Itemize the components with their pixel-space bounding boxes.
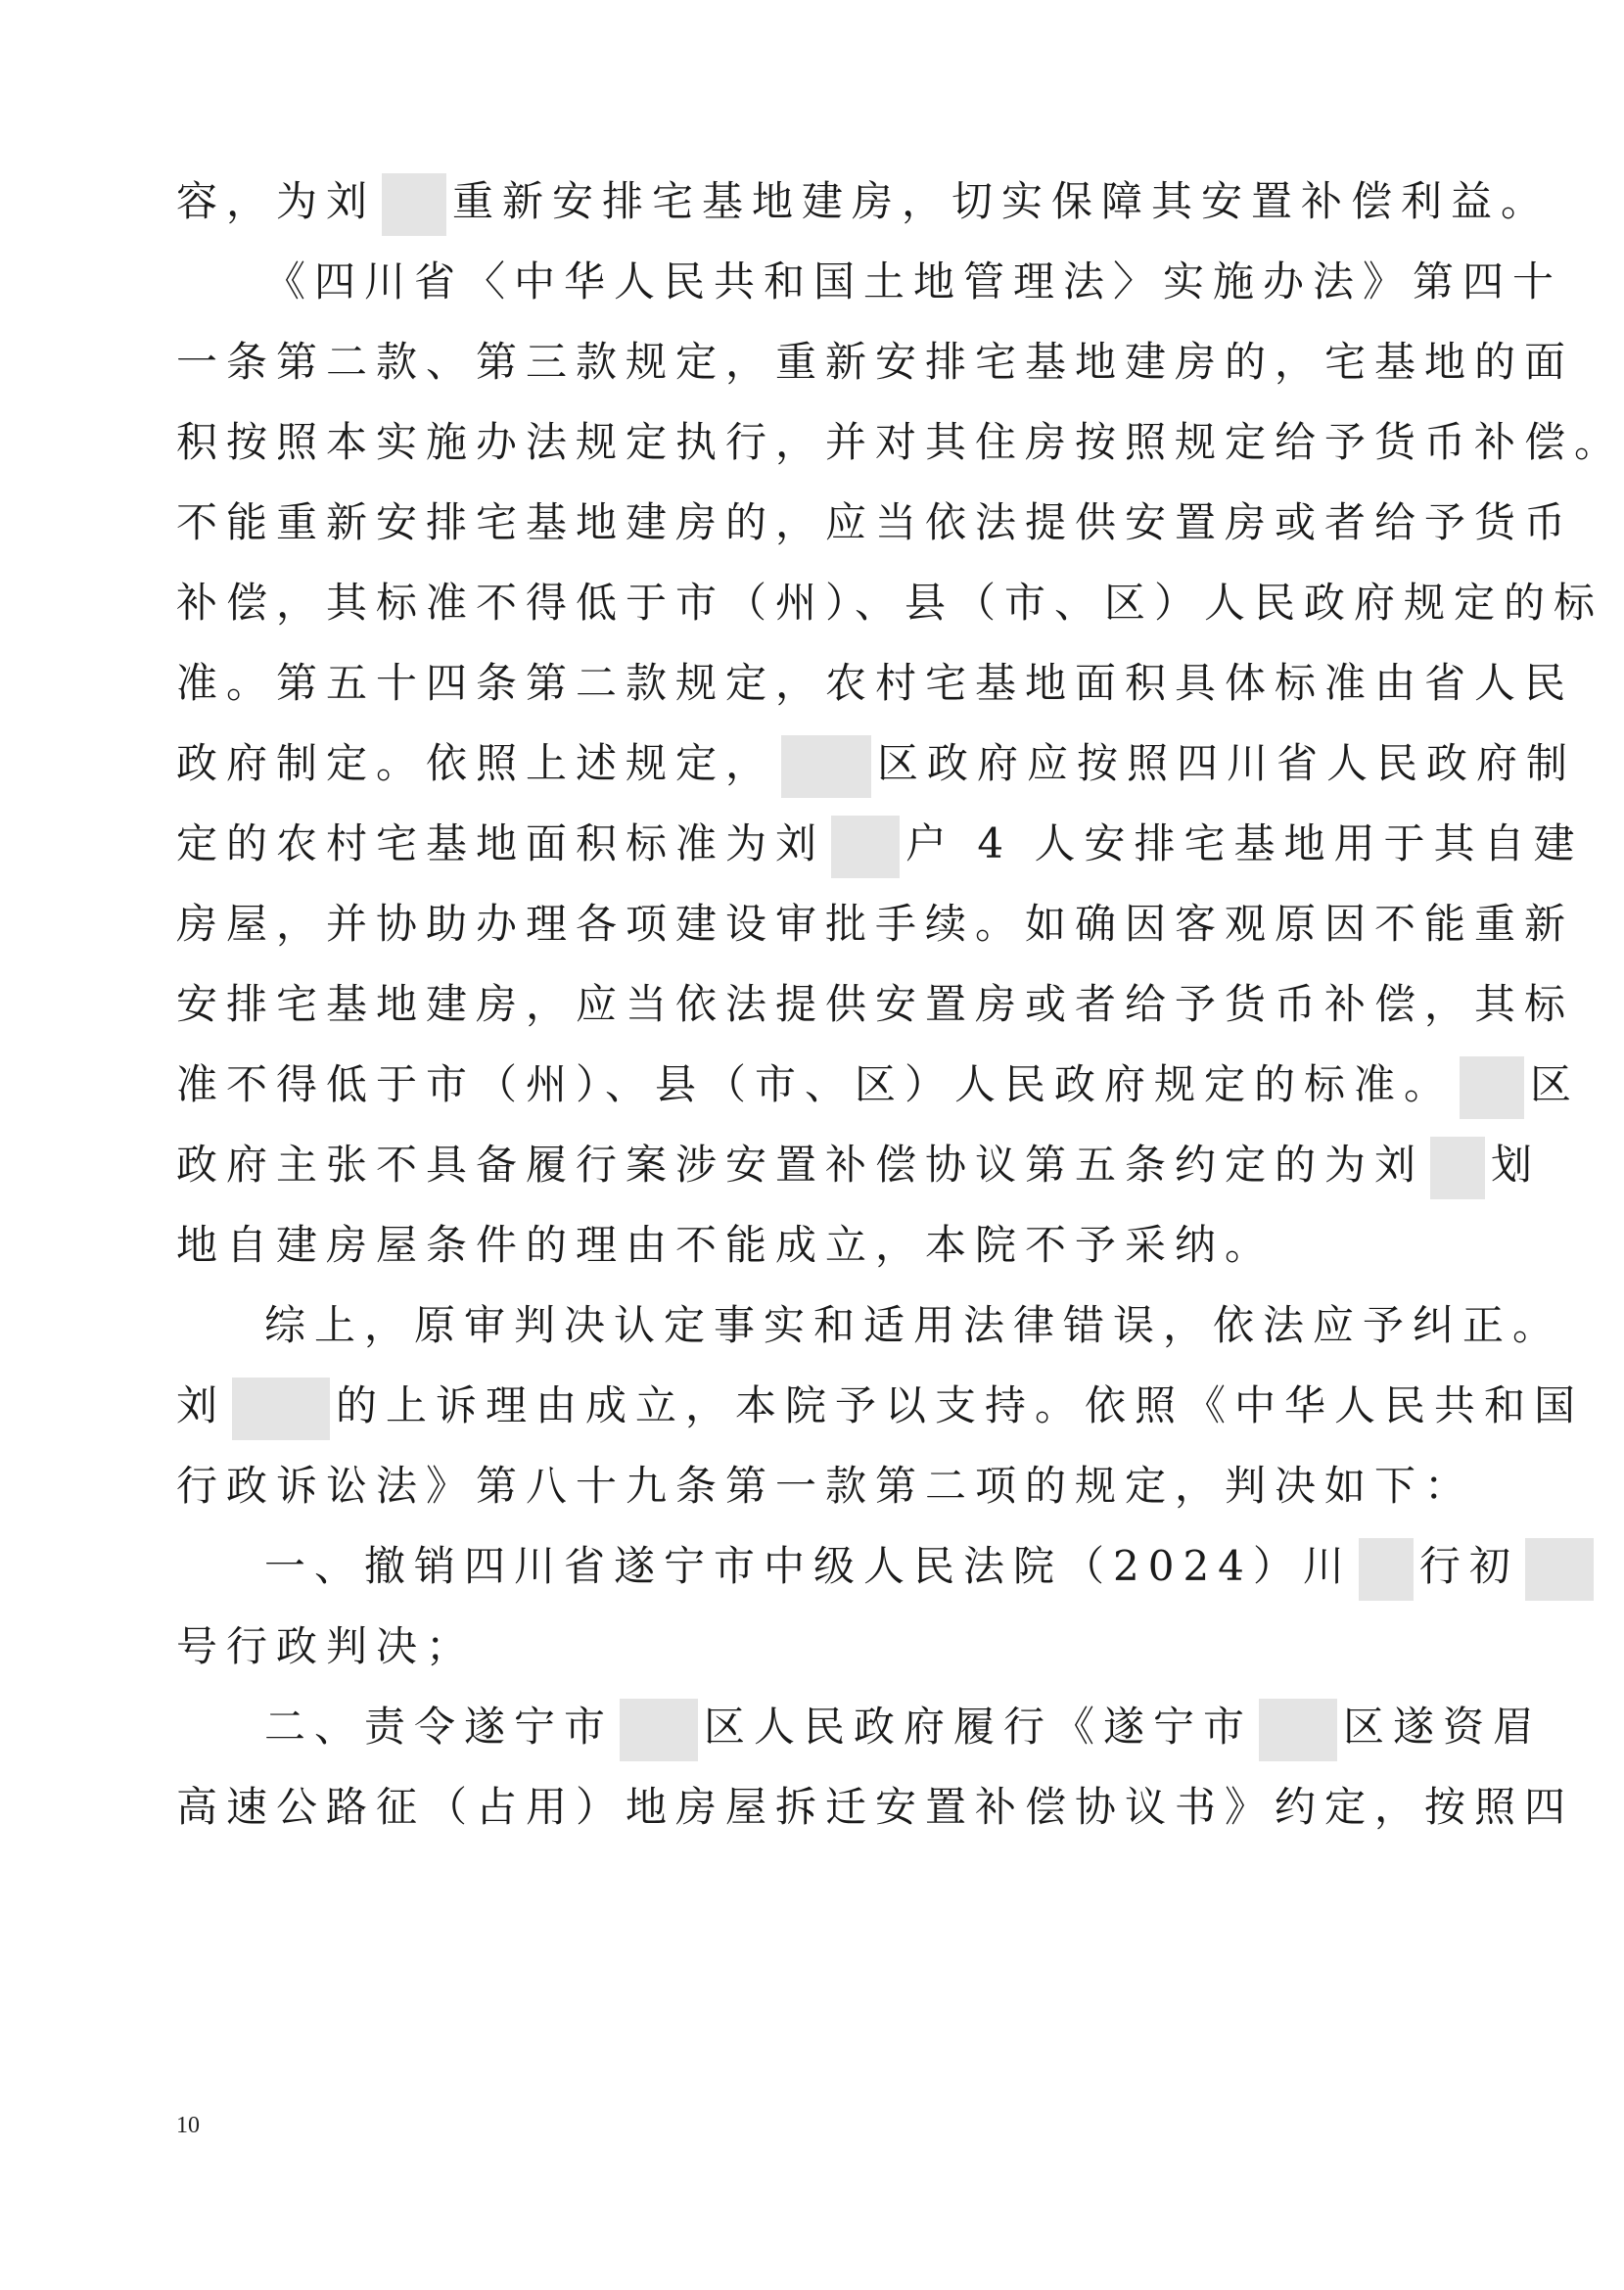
- text-line: 号行政判决；: [176, 1622, 477, 1670]
- text-line: 综上，原审判决认定事实和适用法律错误，依法应予纠正。: [264, 1301, 1563, 1349]
- text-line: 安排宅基地建房，应当依法提供安置房或者给予货币补偿，其标: [176, 980, 1575, 1028]
- redaction-box: [781, 735, 871, 798]
- text-line: 积按照本实施办法规定执行，并对其住房按照规定给予货币补偿。: [176, 418, 1624, 466]
- redaction-box: [1430, 1137, 1485, 1199]
- redaction-box: [1460, 1056, 1524, 1119]
- text-line: 政府主张不具备履行案涉安置补偿协议第五条约定的为刘 划: [176, 1126, 1449, 1204]
- text-line: 地自建房屋条件的理由不能成立，本院不予采纳。: [176, 1221, 1276, 1269]
- redaction-box: [382, 173, 446, 236]
- redaction-box: [620, 1699, 698, 1761]
- text-line: 准。第五十四条第二款规定，农村宅基地面积具体标准由省人民: [176, 659, 1575, 707]
- text-line: 政府制定。依照上述规定， 区政府应按照四川省人民政府制: [176, 724, 1449, 803]
- text-line: 补偿，其标准不得低于市（州）、县（市、区）人民政府规定的标: [176, 579, 1604, 627]
- text-line: 《四川省〈中华人民共和国土地管理法〉实施办法》第四十: [264, 257, 1563, 305]
- redaction-box: [1359, 1538, 1414, 1601]
- redaction-box: [232, 1378, 330, 1440]
- redaction-box: [1259, 1699, 1337, 1761]
- text-line: 一、撤销四川省遂宁市中级人民法院（2024）川 行初: [264, 1527, 1449, 1606]
- redaction-box: [1525, 1538, 1594, 1601]
- text-line: 二、责令遂宁市 区人民政府履行《遂宁市 区遂资眉: [264, 1688, 1449, 1766]
- text-line: 容，为刘 重新安排宅基地建房，切实保障其安置补偿利益。: [176, 163, 1449, 241]
- page-number: 10: [176, 2113, 200, 2138]
- text-line: 定的农村宅基地面积标准为刘 户 4 人安排宅基地用于其自建: [176, 805, 1449, 883]
- redaction-box: [831, 816, 900, 878]
- text-line: 房屋，并协助办理各项建设审批手续。如确因客观原因不能重新: [176, 900, 1575, 948]
- text-line: 准不得低于市（州）、县（市、区）人民政府规定的标准。 区: [176, 1046, 1449, 1124]
- text-line: 高速公路征（占用）地房屋拆迁安置补偿协议书》约定，按照四: [176, 1783, 1575, 1831]
- text-line: 行政诉讼法》第八十九条第一款第二项的规定，判决如下：: [176, 1462, 1475, 1510]
- text-line: 一条第二款、第三款规定，重新安排宅基地建房的，宅基地的面: [176, 338, 1575, 386]
- text-line: 刘 的上诉理由成立，本院予以支持。依照《中华人民共和国: [176, 1367, 1449, 1445]
- text-line: 不能重新安排宅基地建房的，应当依法提供安置房或者给予货币: [176, 498, 1575, 546]
